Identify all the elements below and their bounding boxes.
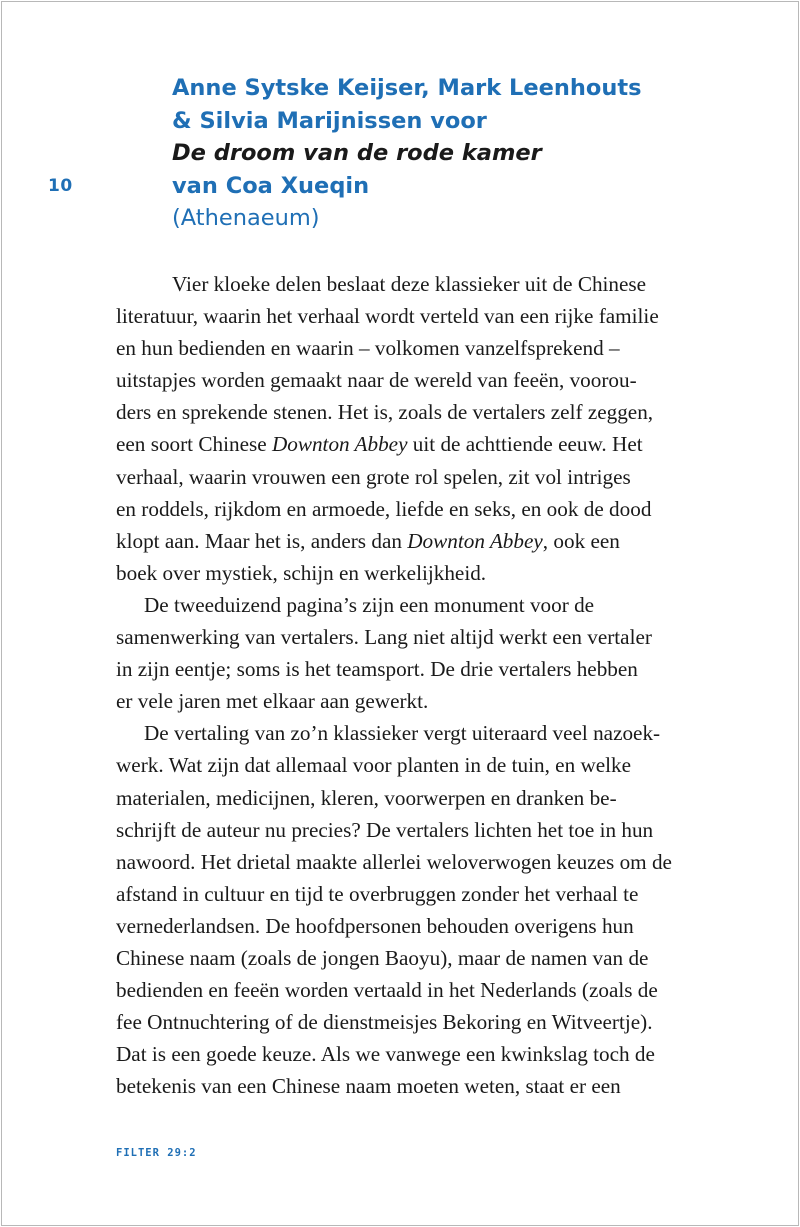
body-line: vernederlandsen. De hoofdpersonen behouden overigens hun xyxy=(116,913,634,938)
body-line: en hun bedienden en waarin – volkomen vanzelfsprekend – xyxy=(116,336,620,361)
body-line: bedienden en feeën worden vertaald in het Nederlands (zoals de xyxy=(116,978,658,1003)
heading-original-author: van Coa Xueqin xyxy=(172,172,370,199)
article-heading xyxy=(172,72,732,235)
body-line: er vele jaren met elkaar aan gewerkt. xyxy=(116,689,429,714)
body-line: ders en sprekende stenen. Het is, zoals de vertalers zelf zeggen, xyxy=(116,400,654,425)
body-line: verhaal, waarin vrouwen een grote rol spelen, zit vol intriges xyxy=(116,464,631,489)
body-text-segment: een soort Chinese xyxy=(116,432,272,457)
heading-authors-line1: Anne Sytske Keijser, Mark Leenhouts xyxy=(172,75,642,101)
journal-footer: FILTER 29:2 xyxy=(116,1147,197,1159)
body-line xyxy=(116,428,696,460)
body-line: materialen, medicijnen, kleren, voorwerpen en dranken be- xyxy=(116,785,617,810)
body-line: De vertaling van zo’n klassieker vergt uiteraard veel nazoek- xyxy=(144,721,661,746)
body-text-segment: uit de achttiende eeuw. Het xyxy=(407,432,643,457)
body-line: werk. Wat zijn dat allemaal voor planten in de tuin, en welke xyxy=(116,753,632,778)
body-line: literatuur, waarin het verhaal wordt verteld van een rijke familie xyxy=(116,304,659,329)
body-line: Vier kloeke delen beslaat deze klassieker uit de Chinese xyxy=(172,272,647,296)
body-line: Chinese naam (zoals de jongen Baoyu), maar de namen van de xyxy=(116,945,649,970)
body-line: in zijn eentje; soms is het teamsport. De drie vertalers hebben xyxy=(116,657,638,682)
body-text-segment: , ook een xyxy=(542,528,620,553)
body-line: boek over mystiek, schijn en werkelijkheid. xyxy=(116,560,487,585)
body-line: nawoord. Het drietal maakte allerlei weloverwogen keuzes om de xyxy=(116,849,672,874)
body-line: De tweeduizend pagina’s zijn een monument voor de xyxy=(144,592,595,617)
body-italic-title: Downton Abbey xyxy=(271,432,408,457)
article-body xyxy=(116,268,696,1102)
body-line: betekenis van een Chinese naam moeten weten, staat er een xyxy=(116,1074,621,1099)
heading-authors-line2: & Silvia Marijnissen voor xyxy=(172,107,487,134)
body-line: schrijft de auteur nu precies? De vertalers lichten het toe in hun xyxy=(116,817,654,842)
body-line: afstand in cultuur en tijd te overbruggen zonder het verhaal te xyxy=(116,881,639,906)
body-italic-title: Downton Abbey xyxy=(407,528,543,553)
body-line xyxy=(116,525,696,557)
heading-publisher: (Athenaeum) xyxy=(172,205,320,231)
body-line: samenwerking van vertalers. Lang niet altijd werkt een vertaler xyxy=(116,625,652,650)
body-text-segment: klopt aan. Maar het is, anders dan xyxy=(116,528,408,553)
page-number: 10 xyxy=(48,176,73,196)
body-line: uitstapjes worden gemaakt naar de wereld van feeën, voorou- xyxy=(116,368,637,393)
body-line: en roddels, rijkdom en armoede, liefde en seks, en ook de dood xyxy=(116,496,652,521)
heading-book-title: De droom van de rode kamer xyxy=(172,140,542,166)
body-line: Dat is een goede keuze. Als we vanwege een kwinkslag toch de xyxy=(116,1042,655,1067)
body-line: fee Ontnuchtering of de dienstmeisjes Bekoring en Witveertje). xyxy=(116,1010,653,1035)
